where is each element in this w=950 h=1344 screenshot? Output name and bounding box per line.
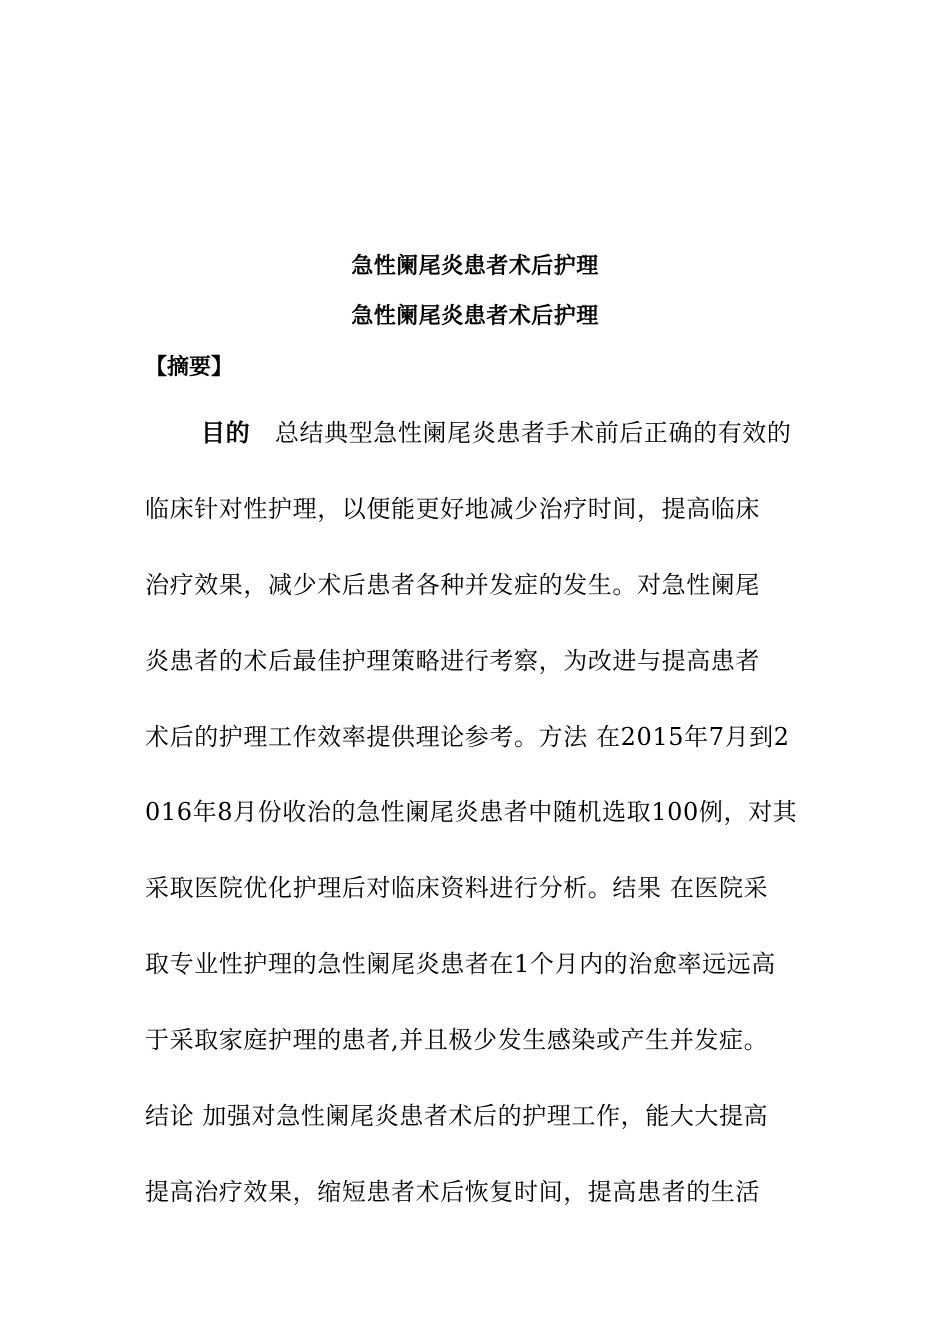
abstract-text: 总结典型急性阑尾炎患者手术前后正确的有效的 <box>274 419 792 447</box>
abstract-line-6: 016年8月份收治的急性阑尾炎患者中随机选取100例，对其 <box>145 798 798 826</box>
abstract-line-2: 临床针对性护理，以便能更好地减少治疗时间，提高临床 <box>145 495 760 523</box>
abstract-line-8: 取专业性护理的急性阑尾炎患者在1个月内的治愈率远远高 <box>145 950 776 978</box>
abstract-heading: 【摘要】 <box>145 355 234 380</box>
abstract-line-1 <box>201 416 807 450</box>
abstract-line-4: 炎患者的术后最佳护理策略进行考察，为改进与提高患者 <box>145 647 760 675</box>
purpose-label: 目的 <box>201 419 251 447</box>
document-title: 急性阑尾炎患者术后护理 <box>351 254 599 279</box>
abstract-line-10: 结论 加强对急性阑尾炎患者术后的护理工作，能大大提高 <box>145 1102 769 1130</box>
abstract-line-5: 术后的护理工作效率提供理论参考。方法 在2015年7月到2 <box>145 723 790 751</box>
abstract-line-7: 采取医院优化护理后对临床资料进行分析。结果 在医院采 <box>145 874 769 902</box>
abstract-line-9: 于采取家庭护理的患者,并且极少发生感染或产生并发症。 <box>145 1026 769 1054</box>
abstract-line-11: 提高治疗效果，缩短患者术后恢复时间，提高患者的生活 <box>145 1178 760 1206</box>
abstract-line-3: 治疗效果，减少术后患者各种并发症的发生。对急性阑尾 <box>145 571 760 599</box>
document-subtitle: 急性阑尾炎患者术后护理 <box>351 304 599 329</box>
